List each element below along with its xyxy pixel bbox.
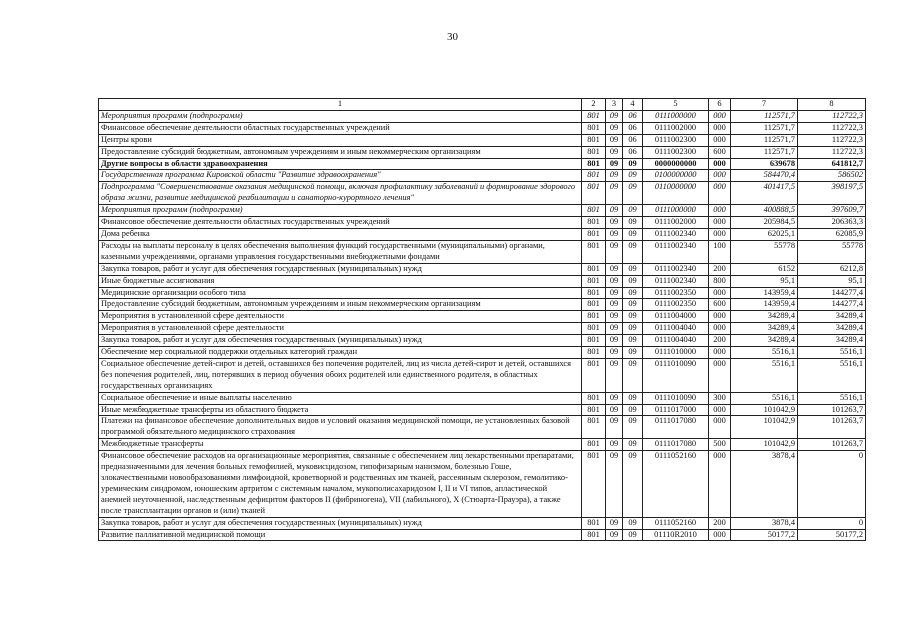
cell-ministry-code: 801 (582, 358, 606, 392)
cell-section: 09 (606, 529, 623, 541)
cell-section: 09 (606, 416, 623, 439)
cell-amount-year2: 5516,1 (798, 392, 866, 404)
cell-section: 09 (606, 347, 623, 359)
cell-subsection: 09 (623, 517, 643, 529)
cell-target-article: 0111052160 (643, 517, 709, 529)
cell-amount-year2: 144277,4 (798, 299, 866, 311)
cell-expense-type: 500 (709, 439, 731, 451)
cell-target-article: 01110R2010 (643, 529, 709, 541)
cell-expense-type: 000 (709, 134, 731, 146)
cell-target-article: 0111002350 (643, 299, 709, 311)
cell-amount-year2: 112722,3 (798, 134, 866, 146)
cell-name: Мероприятия в установленной сфере деятельности (99, 311, 582, 323)
header-cell: 2 (582, 99, 606, 111)
cell-subsection: 09 (623, 416, 643, 439)
cell-expense-type: 100 (709, 240, 731, 263)
cell-ministry-code: 801 (582, 404, 606, 416)
cell-amount-year2: 112722,3 (798, 146, 866, 158)
cell-expense-type: 000 (709, 228, 731, 240)
cell-amount-year2: 5516,1 (798, 347, 866, 359)
cell-name: Иные бюджетные ассигнования (99, 275, 582, 287)
table-row (99, 228, 866, 240)
table-row (99, 416, 866, 439)
cell-name: Обеспечение мер социальной поддержки отдельных категорий граждан (99, 347, 582, 359)
cell-target-article: 0110000000 (643, 182, 709, 205)
cell-target-article: 0100000000 (643, 170, 709, 182)
cell-ministry-code: 801 (582, 182, 606, 205)
cell-amount-year1: 3878,4 (731, 451, 798, 517)
cell-amount-year1: 50177,2 (731, 529, 798, 541)
cell-subsection: 09 (623, 299, 643, 311)
cell-name: Закупка товаров, работ и услуг для обеспечения государственных (муниципальных) нужд (99, 335, 582, 347)
cell-subsection: 06 (623, 134, 643, 146)
cell-ministry-code: 801 (582, 439, 606, 451)
table-row (99, 110, 866, 122)
table-row (99, 299, 866, 311)
cell-name: Социальное обеспечение и иные выплаты населению (99, 392, 582, 404)
cell-section: 09 (606, 323, 623, 335)
table-row (99, 134, 866, 146)
cell-name: Мероприятия программ (подпрограмм) (99, 110, 582, 122)
cell-target-article: 0111002340 (643, 263, 709, 275)
cell-name: Финансовое обеспечение деятельности областных государственных учреждений (99, 217, 582, 229)
cell-amount-year1: 639678 (731, 158, 798, 170)
cell-section: 09 (606, 451, 623, 517)
cell-amount-year1: 584470,4 (731, 170, 798, 182)
table-row (99, 170, 866, 182)
cell-amount-year1: 112571,7 (731, 122, 798, 134)
cell-subsection: 09 (623, 240, 643, 263)
cell-ministry-code: 801 (582, 217, 606, 229)
cell-subsection: 06 (623, 122, 643, 134)
header-cell: 5 (643, 99, 709, 111)
header-cell: 3 (606, 99, 623, 111)
cell-ministry-code: 801 (582, 158, 606, 170)
cell-amount-year1: 101042,9 (731, 404, 798, 416)
cell-expense-type: 000 (709, 110, 731, 122)
table-row (99, 240, 866, 263)
cell-subsection: 09 (623, 392, 643, 404)
cell-amount-year1: 112571,7 (731, 134, 798, 146)
cell-name: Финансовое обеспечение деятельности областных государственных учреждений (99, 122, 582, 134)
cell-target-article: 0111002350 (643, 287, 709, 299)
cell-amount-year2: 101263,7 (798, 416, 866, 439)
cell-ministry-code: 801 (582, 287, 606, 299)
cell-expense-type: 000 (709, 217, 731, 229)
cell-name: Дома ребенка (99, 228, 582, 240)
cell-section: 09 (606, 392, 623, 404)
cell-section: 09 (606, 110, 623, 122)
cell-name: Предоставление субсидий бюджетным, автономным учреждениям и иным некоммерческим организациям (99, 146, 582, 158)
cell-subsection: 09 (623, 404, 643, 416)
cell-name: Развитие паллиативной медицинской помощи (99, 529, 582, 541)
cell-amount-year2: 55778 (798, 240, 866, 263)
table-row (99, 311, 866, 323)
cell-name: Центры крови (99, 134, 582, 146)
cell-subsection: 09 (623, 228, 643, 240)
cell-subsection: 09 (623, 287, 643, 299)
cell-section: 09 (606, 263, 623, 275)
table-row (99, 392, 866, 404)
cell-expense-type: 300 (709, 392, 731, 404)
cell-ministry-code: 801 (582, 311, 606, 323)
cell-amount-year2: 62085,9 (798, 228, 866, 240)
cell-ministry-code: 801 (582, 205, 606, 217)
cell-subsection: 09 (623, 347, 643, 359)
cell-expense-type: 200 (709, 335, 731, 347)
cell-amount-year2: 50177,2 (798, 529, 866, 541)
cell-section: 09 (606, 170, 623, 182)
cell-subsection: 09 (623, 451, 643, 517)
cell-ministry-code: 801 (582, 170, 606, 182)
cell-name: Расходы на выплаты персоналу в целях обеспечения выполнения функций государственными (муниципальными) органами, казенными учреждениями, органами управления государственными внебюджетными фондами (99, 240, 582, 263)
cell-section: 09 (606, 299, 623, 311)
cell-expense-type: 000 (709, 347, 731, 359)
cell-amount-year1: 34289,4 (731, 311, 798, 323)
cell-amount-year1: 5516,1 (731, 347, 798, 359)
cell-section: 09 (606, 134, 623, 146)
cell-ministry-code: 801 (582, 529, 606, 541)
cell-amount-year2: 101263,7 (798, 404, 866, 416)
cell-ministry-code: 801 (582, 416, 606, 439)
cell-target-article: 0111004040 (643, 323, 709, 335)
cell-amount-year1: 112571,7 (731, 146, 798, 158)
cell-section: 09 (606, 205, 623, 217)
cell-name: Подпрограмма "Совершенствование оказания медицинской помощи, включая профилактику заболеваний и формирование здорового образа жизни, развитие медицинской реабилитации и санаторно-курортного лечения" (99, 182, 582, 205)
table-row (99, 205, 866, 217)
cell-name: Социальное обеспечение детей-сирот и детей, оставшихся без попечения родителей, лиц из числа детей-сирот и детей, оставшихся без попечения родителей, лиц, потерявших в период обучения обоих родителей или единственного родителя, в областных государственных организациях (99, 358, 582, 392)
cell-amount-year1: 143959,4 (731, 299, 798, 311)
cell-expense-type: 000 (709, 358, 731, 392)
cell-subsection: 09 (623, 335, 643, 347)
table-row (99, 182, 866, 205)
cell-amount-year2: 206363,3 (798, 217, 866, 229)
cell-section: 09 (606, 158, 623, 170)
cell-target-article: 0111010000 (643, 347, 709, 359)
cell-amount-year1: 95,1 (731, 275, 798, 287)
cell-expense-type: 000 (709, 323, 731, 335)
cell-section: 09 (606, 358, 623, 392)
cell-amount-year2: 112722,3 (798, 122, 866, 134)
cell-expense-type: 000 (709, 122, 731, 134)
cell-subsection: 09 (623, 275, 643, 287)
cell-amount-year2: 586502 (798, 170, 866, 182)
header-cell: 4 (623, 99, 643, 111)
cell-target-article: 0111000000 (643, 205, 709, 217)
cell-target-article: 0111002300 (643, 134, 709, 146)
table-row (99, 347, 866, 359)
cell-name: Мероприятия программ (подпрограмм) (99, 205, 582, 217)
table-row (99, 263, 866, 275)
cell-amount-year1: 3878,4 (731, 517, 798, 529)
cell-section: 09 (606, 275, 623, 287)
table-row (99, 335, 866, 347)
cell-subsection: 09 (623, 158, 643, 170)
cell-name: Финансовое обеспечение расходов на организационные мероприятия, связанные с обеспечением лиц лекарственными препаратами, предназначенными для лечения больных гемофилией, муковисцидозом, гипофизарным нанизмом, болезнью Гоше, злокачественными новообразованиями лимфоидной, кроветворной и родственных им тканей, рассеянным склерозом, гемолитико-уремическим синдромом, юношеским артритом с системным началом, мукополисахаридозом I, II и VI типов, апластической анемией неуточненной, наследственным дефицитом факторов II (фибриногена), VII (лабильного), X (Стюарта-Прауэра), а также после трансплантации органов и (или) тканей (99, 451, 582, 517)
cell-name: Закупка товаров, работ и услуг для обеспечения государственных (муниципальных) нужд (99, 263, 582, 275)
cell-amount-year1: 34289,4 (731, 323, 798, 335)
header-cell: 7 (731, 99, 798, 111)
cell-amount-year2: 95,1 (798, 275, 866, 287)
cell-ministry-code: 801 (582, 228, 606, 240)
cell-amount-year2: 112722,3 (798, 110, 866, 122)
cell-ministry-code: 801 (582, 451, 606, 517)
table-row (99, 158, 866, 170)
table-row (99, 275, 866, 287)
budget-table (98, 98, 866, 541)
cell-name: Закупка товаров, работ и услуг для обеспечения государственных (муниципальных) нужд (99, 517, 582, 529)
cell-section: 09 (606, 404, 623, 416)
cell-amount-year1: 401417,5 (731, 182, 798, 205)
cell-amount-year1: 101042,9 (731, 416, 798, 439)
cell-target-article: 0111052160 (643, 451, 709, 517)
cell-section: 09 (606, 439, 623, 451)
cell-ministry-code: 801 (582, 263, 606, 275)
cell-section: 09 (606, 146, 623, 158)
cell-subsection: 09 (623, 358, 643, 392)
cell-amount-year2: 6212,8 (798, 263, 866, 275)
cell-amount-year2: 0 (798, 517, 866, 529)
cell-section: 09 (606, 240, 623, 263)
cell-amount-year2: 101263,7 (798, 439, 866, 451)
cell-subsection: 09 (623, 529, 643, 541)
cell-amount-year1: 62025,1 (731, 228, 798, 240)
cell-amount-year1: 400888,5 (731, 205, 798, 217)
cell-ministry-code: 801 (582, 392, 606, 404)
cell-section: 09 (606, 335, 623, 347)
cell-name: Другие вопросы в области здравоохранения (99, 158, 582, 170)
cell-section: 09 (606, 182, 623, 205)
cell-ministry-code: 801 (582, 517, 606, 529)
cell-amount-year2: 397609,7 (798, 205, 866, 217)
cell-section: 09 (606, 517, 623, 529)
header-cell: 1 (99, 99, 582, 111)
cell-subsection: 09 (623, 182, 643, 205)
cell-target-article: 0111000000 (643, 110, 709, 122)
cell-expense-type: 200 (709, 517, 731, 529)
cell-subsection: 09 (623, 217, 643, 229)
cell-expense-type: 800 (709, 275, 731, 287)
table-row (99, 323, 866, 335)
table-header-row (99, 99, 866, 111)
cell-subsection: 09 (623, 311, 643, 323)
cell-target-article: 0111017080 (643, 416, 709, 439)
cell-target-article: 0111002340 (643, 228, 709, 240)
cell-section: 09 (606, 228, 623, 240)
table-row (99, 122, 866, 134)
cell-ministry-code: 801 (582, 335, 606, 347)
cell-expense-type: 600 (709, 146, 731, 158)
cell-ministry-code: 801 (582, 134, 606, 146)
cell-subsection: 09 (623, 439, 643, 451)
cell-amount-year1: 143959,4 (731, 287, 798, 299)
cell-section: 09 (606, 122, 623, 134)
cell-amount-year2: 5516,1 (798, 358, 866, 392)
cell-expense-type: 000 (709, 205, 731, 217)
cell-name: Платежи на финансовое обеспечение дополнительных видов и условий оказания медицинской помощи, не установленных базовой программой обязательного медицинского страхования (99, 416, 582, 439)
cell-amount-year2: 34289,4 (798, 311, 866, 323)
page-number: 30 (447, 31, 458, 43)
cell-ministry-code: 801 (582, 347, 606, 359)
cell-ministry-code: 801 (582, 323, 606, 335)
table-row (99, 451, 866, 517)
cell-amount-year2: 144277,4 (798, 287, 866, 299)
cell-target-article: 0111002340 (643, 240, 709, 263)
cell-target-article: 0000000000 (643, 158, 709, 170)
header-cell: 6 (709, 99, 731, 111)
header-cell: 8 (798, 99, 866, 111)
cell-target-article: 0111010090 (643, 358, 709, 392)
cell-name: Предоставление субсидий бюджетным, автономным учреждениям и иным некоммерческим организациям (99, 299, 582, 311)
cell-section: 09 (606, 311, 623, 323)
cell-subsection: 09 (623, 205, 643, 217)
cell-amount-year1: 6152 (731, 263, 798, 275)
cell-section: 09 (606, 287, 623, 299)
cell-ministry-code: 801 (582, 146, 606, 158)
cell-ministry-code: 801 (582, 240, 606, 263)
cell-subsection: 09 (623, 323, 643, 335)
cell-amount-year2: 0 (798, 451, 866, 517)
cell-expense-type: 200 (709, 263, 731, 275)
cell-subsection: 06 (623, 110, 643, 122)
cell-amount-year2: 34289,4 (798, 323, 866, 335)
cell-name: Межбюджетные трансферты (99, 439, 582, 451)
cell-amount-year1: 205984,5 (731, 217, 798, 229)
cell-amount-year1: 112571,7 (731, 110, 798, 122)
table-row (99, 517, 866, 529)
cell-expense-type: 000 (709, 170, 731, 182)
cell-target-article: 0111010090 (643, 392, 709, 404)
cell-ministry-code: 801 (582, 110, 606, 122)
cell-amount-year1: 55778 (731, 240, 798, 263)
cell-subsection: 09 (623, 263, 643, 275)
cell-name: Иные межбюджетные трансферты из областного бюджета (99, 404, 582, 416)
cell-name: Государственная программа Кировской области "Развитие здравоохранения" (99, 170, 582, 182)
cell-expense-type: 000 (709, 287, 731, 299)
cell-target-article: 0111017080 (643, 439, 709, 451)
table-row (99, 358, 866, 392)
cell-amount-year1: 5516,1 (731, 358, 798, 392)
cell-target-article: 0111004000 (643, 311, 709, 323)
cell-amount-year1: 101042,9 (731, 439, 798, 451)
table-row (99, 529, 866, 541)
cell-expense-type: 000 (709, 182, 731, 205)
cell-expense-type: 000 (709, 404, 731, 416)
cell-amount-year2: 398197,5 (798, 182, 866, 205)
cell-amount-year1: 5516,1 (731, 392, 798, 404)
cell-name: Медицинские организации особого типа (99, 287, 582, 299)
cell-target-article: 0111002340 (643, 275, 709, 287)
cell-expense-type: 000 (709, 529, 731, 541)
cell-expense-type: 600 (709, 299, 731, 311)
table-row (99, 404, 866, 416)
cell-expense-type: 000 (709, 451, 731, 517)
cell-target-article: 0111017000 (643, 404, 709, 416)
cell-target-article: 0111002000 (643, 217, 709, 229)
cell-target-article: 0111002000 (643, 122, 709, 134)
cell-amount-year1: 34289,4 (731, 335, 798, 347)
cell-expense-type: 000 (709, 311, 731, 323)
cell-subsection: 09 (623, 170, 643, 182)
cell-ministry-code: 801 (582, 275, 606, 287)
cell-expense-type: 000 (709, 158, 731, 170)
table-row (99, 146, 866, 158)
cell-ministry-code: 801 (582, 299, 606, 311)
cell-target-article: 0111004040 (643, 335, 709, 347)
cell-expense-type: 000 (709, 416, 731, 439)
cell-section: 09 (606, 217, 623, 229)
cell-amount-year2: 34289,4 (798, 335, 866, 347)
cell-ministry-code: 801 (582, 122, 606, 134)
table-row (99, 287, 866, 299)
cell-name: Мероприятия в установленной сфере деятельности (99, 323, 582, 335)
table-row (99, 217, 866, 229)
cell-subsection: 06 (623, 146, 643, 158)
cell-target-article: 0111002300 (643, 146, 709, 158)
cell-amount-year2: 641812,7 (798, 158, 866, 170)
table-row (99, 439, 866, 451)
